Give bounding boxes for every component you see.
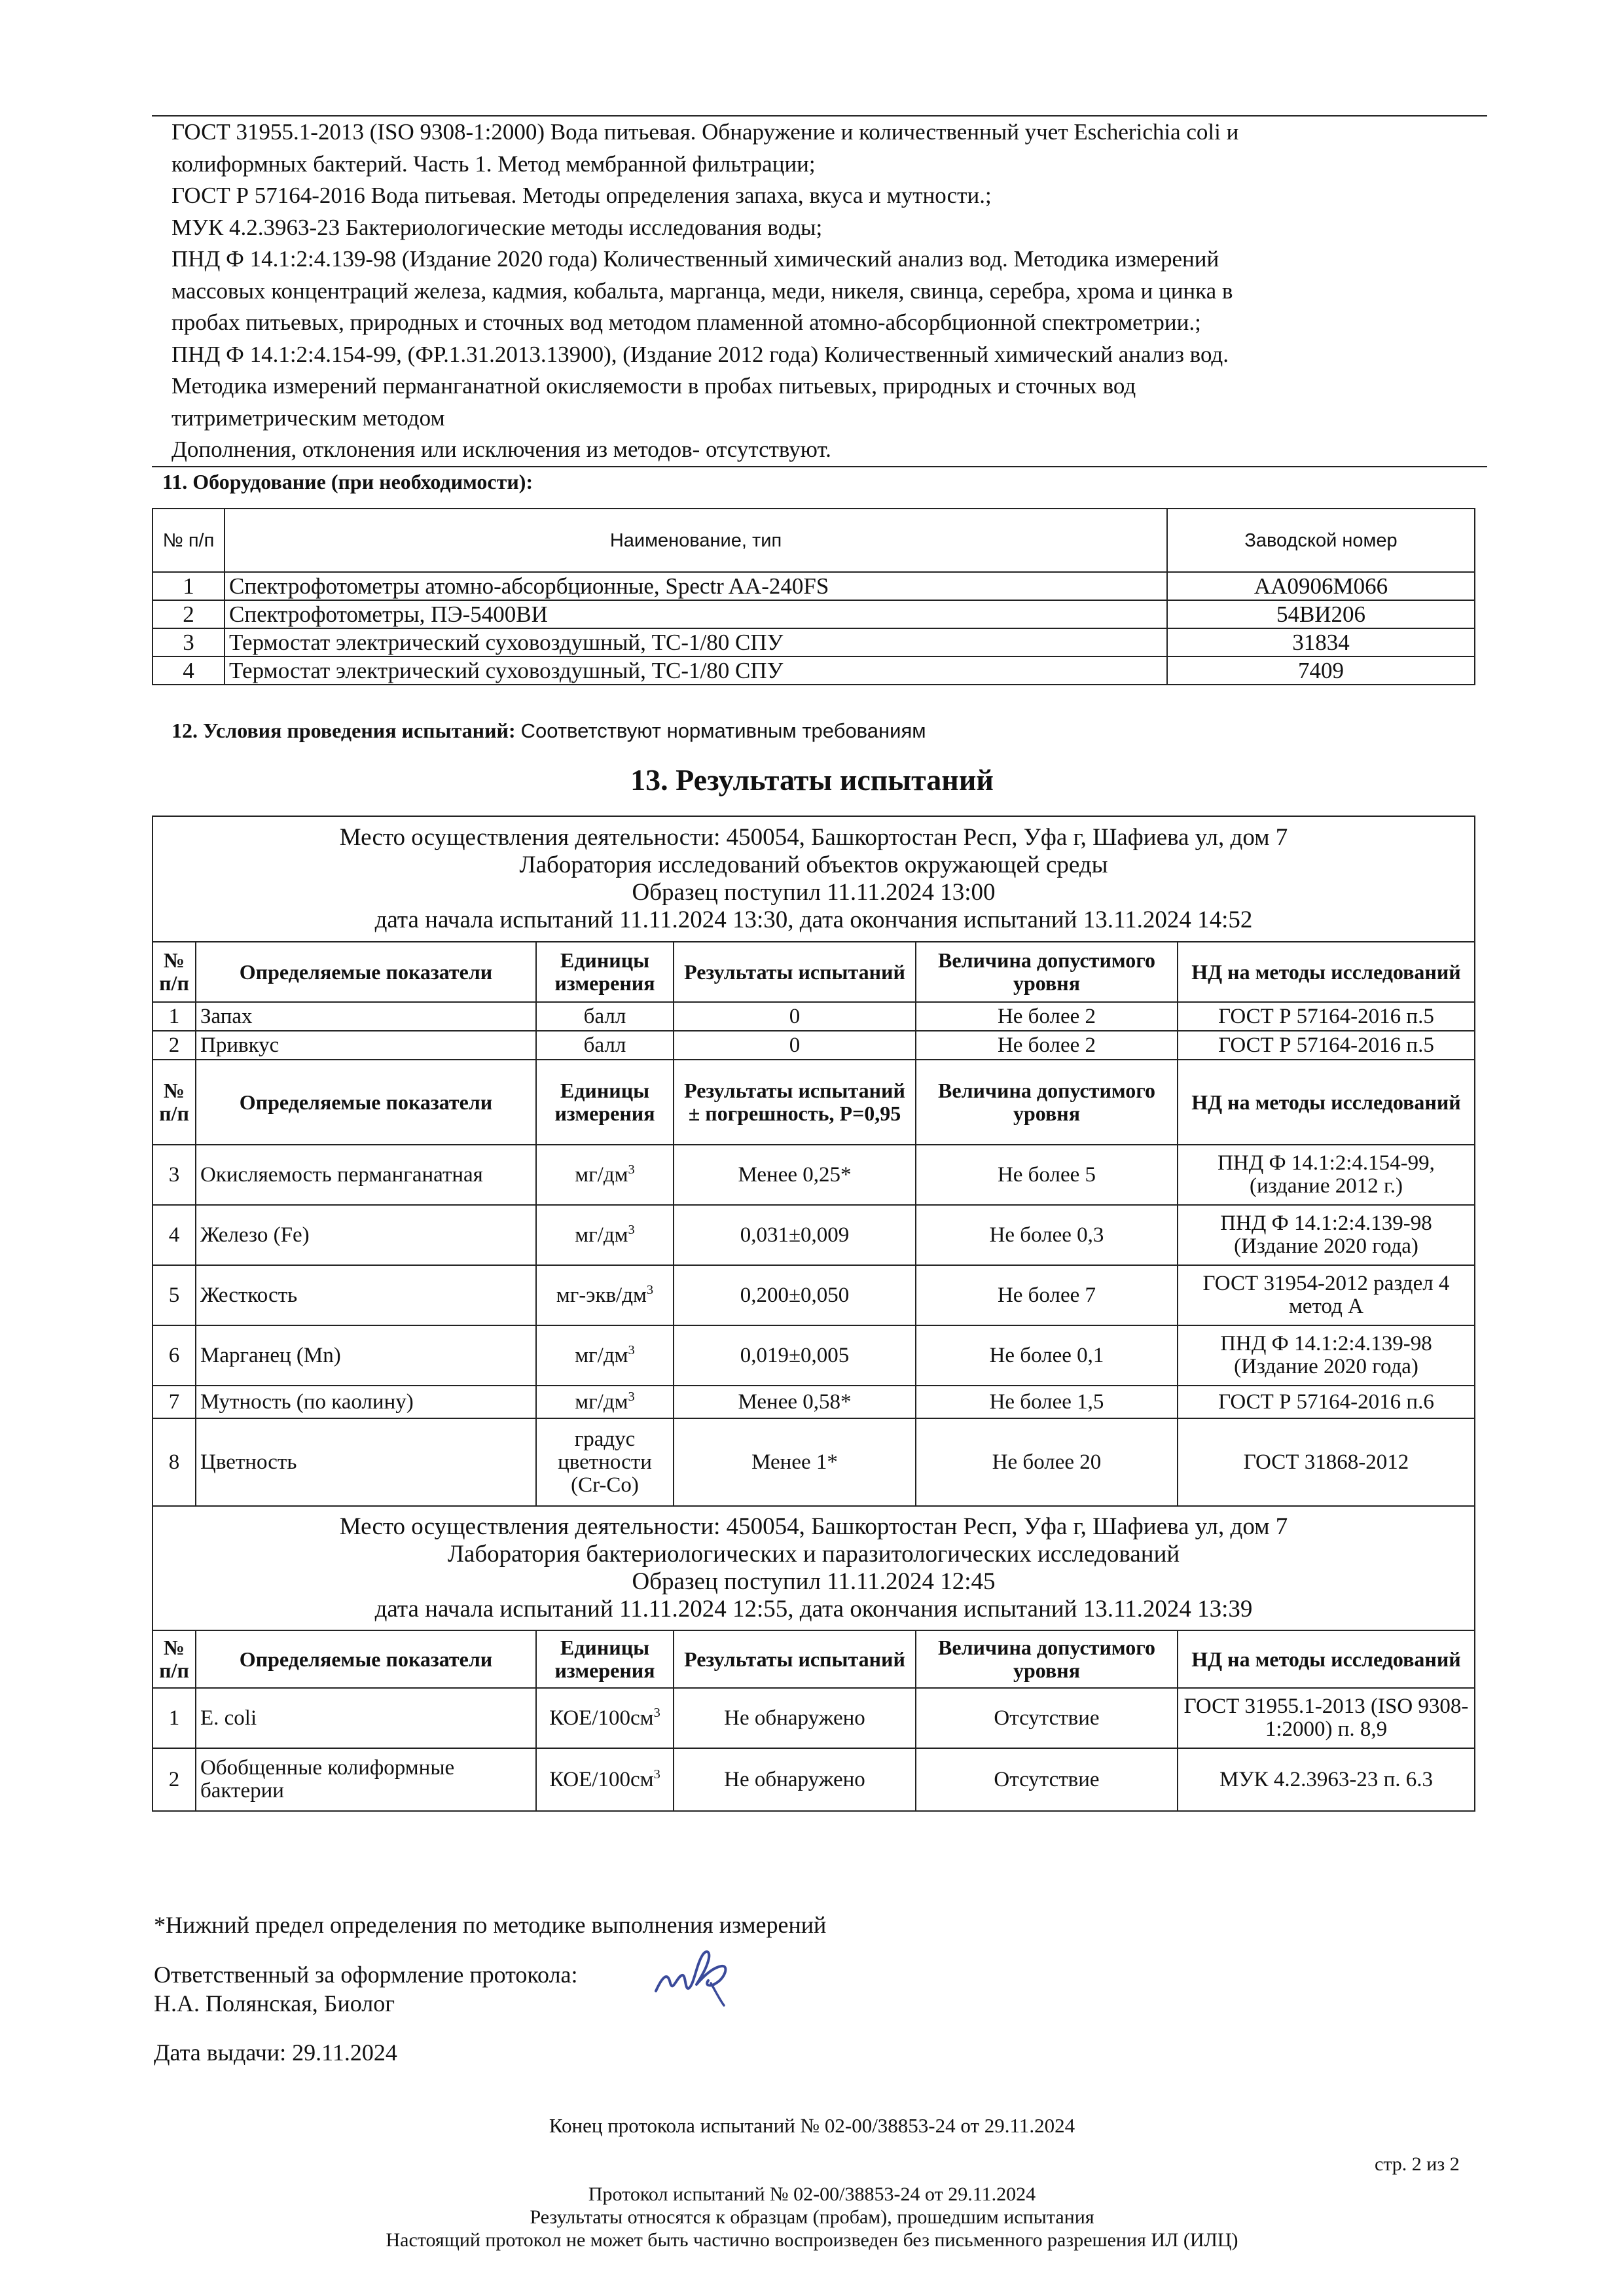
cell-indicator: Запах <box>196 1002 536 1031</box>
block2-info <box>153 1506 1475 1630</box>
cell-limit: Отсутствие <box>916 1748 1178 1811</box>
table-row <box>153 1688 1475 1748</box>
methods-line: Дополнения, отклонения или исключения из методов- отсутствуют. <box>171 437 831 462</box>
methods-line: ГОСТ Р 57164-2016 Вода питьевая. Методы определения запаха, вкуса и мутности.; <box>171 183 992 208</box>
methods-list <box>171 117 1487 466</box>
responsible-block <box>154 1960 578 2018</box>
cell-name: Термостат электрический суховоздушный, ТС-1/80 СПУ <box>225 656 1167 685</box>
cell-indicator: Жесткость <box>196 1265 536 1325</box>
methods-line: колиформных бактерий. Часть 1. Метод мембранной фильтрации; <box>171 151 816 177</box>
unit-text: КОЕ/100см <box>549 1706 654 1730</box>
cell-unit <box>536 1145 674 1205</box>
footer-line: Протокол испытаний № 02-00/38853-24 от 29.11.2024 <box>588 2183 1036 2205</box>
cell-limit: Не более 7 <box>916 1265 1178 1325</box>
cell-result: Менее 0,25* <box>674 1145 916 1205</box>
header-result: Результаты испытаний ± погрешность, P=0,95 <box>674 1060 916 1145</box>
header-limit: Величина допустимого уровня <box>916 1630 1178 1688</box>
cell-method: ГОСТ Р 57164-2016 п.6 <box>1178 1386 1475 1418</box>
cell-result: 0 <box>674 1002 916 1031</box>
table-row <box>153 600 1475 628</box>
cell-limit: Не более 5 <box>916 1145 1178 1205</box>
cell-name: Спектрофотометры, ПЭ-5400ВИ <box>225 600 1167 628</box>
cell-method: ГОСТ 31868-2012 <box>1178 1418 1475 1506</box>
cell-serial: 54ВИ206 <box>1167 600 1475 628</box>
cell-method: ГОСТ Р 57164-2016 п.5 <box>1178 1002 1475 1031</box>
cell-method: ГОСТ Р 57164-2016 п.5 <box>1178 1031 1475 1060</box>
header-num: № п/п <box>153 509 225 572</box>
cell-unit <box>536 1205 674 1265</box>
table-header-row <box>153 942 1475 1002</box>
cell-method: ПНД Ф 14.1:2:4.139-98 (Издание 2020 года) <box>1178 1325 1475 1386</box>
cell-num: 2 <box>153 600 225 628</box>
cell-num: 2 <box>153 1031 196 1060</box>
cell-unit: балл <box>536 1002 674 1031</box>
methods-bottom-rule <box>152 466 1487 467</box>
cell-serial: 7409 <box>1167 656 1475 685</box>
results-table <box>152 816 1475 1812</box>
unit-sup: 3 <box>653 1705 660 1720</box>
cell-result: 0,031±0,009 <box>674 1205 916 1265</box>
cell-num: 1 <box>153 572 225 600</box>
cell-num: 8 <box>153 1418 196 1506</box>
unit-text: мг-экв/дм <box>556 1283 647 1307</box>
table-row <box>153 1386 1475 1418</box>
cell-num: 7 <box>153 1386 196 1418</box>
table-header-row <box>153 509 1475 572</box>
cell-indicator: Марганец (Mn) <box>196 1325 536 1386</box>
header-name: Наименование, тип <box>225 509 1167 572</box>
cell-limit: Не более 0,1 <box>916 1325 1178 1386</box>
section-12 <box>171 719 926 743</box>
responsible-name: Н.А. Полянская, Биолог <box>154 1990 395 2017</box>
header-serial: Заводской номер <box>1167 509 1475 572</box>
unit-text: КОЕ/100см <box>549 1767 654 1791</box>
cell-result: Не обнаружено <box>674 1688 916 1748</box>
info-line: дата начала испытаний 11.11.2024 12:55, дата окончания испытаний 13.11.2024 13:39 <box>374 1596 1253 1623</box>
unit-text: мг/дм <box>575 1162 628 1187</box>
table-row <box>153 1031 1475 1060</box>
cell-indicator: Железо (Fe) <box>196 1205 536 1265</box>
unit-sup: 3 <box>628 1222 635 1237</box>
unit-sup: 3 <box>653 1767 660 1782</box>
unit-text: мг/дм <box>575 1223 628 1247</box>
cell-limit: Не более 0,3 <box>916 1205 1178 1265</box>
cell-unit <box>536 1325 674 1386</box>
cell-serial: AA0906M066 <box>1167 572 1475 600</box>
header-result: Результаты испытаний <box>674 942 916 1002</box>
cell-limit: Отсутствие <box>916 1688 1178 1748</box>
cell-unit <box>536 1688 674 1748</box>
cell-num: 5 <box>153 1265 196 1325</box>
header-limit: Величина допустимого уровня <box>916 1060 1178 1145</box>
cell-result: Не обнаружено <box>674 1748 916 1811</box>
info-line: Лаборатория бактериологических и паразитологических исследований <box>447 1541 1180 1568</box>
cell-limit: Не более 1,5 <box>916 1386 1178 1418</box>
cell-method: МУК 4.2.3963-23 п. 6.3 <box>1178 1748 1475 1811</box>
cell-result: Менее 1* <box>674 1418 916 1506</box>
header-units: Единицы измерения <box>536 942 674 1002</box>
table-header-row <box>153 1630 1475 1688</box>
cell-unit <box>536 1418 674 1506</box>
equipment-table <box>152 508 1475 685</box>
cell-num: 2 <box>153 1748 196 1811</box>
table-row <box>153 572 1475 600</box>
cell-num: 4 <box>153 656 225 685</box>
methods-line: Методика измерений перманганатной окисляемости в пробах питьевых, природных и сточных вод <box>171 373 1136 399</box>
table-row <box>153 656 1475 685</box>
cell-indicator: E. coli <box>196 1688 536 1748</box>
header-units: Единицы измерения <box>536 1060 674 1145</box>
cell-indicator: Мутность (по каолину) <box>196 1386 536 1418</box>
block1-info <box>153 816 1475 942</box>
cell-method: ПНД Ф 14.1:2:4.139-98 (Издание 2020 года) <box>1178 1205 1475 1265</box>
table-row <box>153 1002 1475 1031</box>
header-method: НД на методы исследований <box>1178 1060 1475 1145</box>
header-indicator: Определяемые показатели <box>196 1630 536 1688</box>
issue-date: Дата выдачи: 29.11.2024 <box>154 2039 397 2066</box>
cell-result: 0,019±0,005 <box>674 1325 916 1386</box>
table-row <box>153 1205 1475 1265</box>
cell-method: ГОСТ 31955.1-2013 (ISO 9308-1:2000) п. 8,9 <box>1178 1688 1475 1748</box>
methods-line: МУК 4.2.3963-23 Бактериологические методы исследования воды; <box>171 214 823 240</box>
info-line: Место осуществления деятельности: 450054, Башкортостан Респ, Уфа г, Шафиева ул, дом 7 <box>339 1513 1288 1540</box>
cell-unit <box>536 1386 674 1418</box>
footer-line: Настоящий протокол не может быть частично воспроизведен без письменного разрешения ИЛ (ИЛЦ) <box>386 2229 1238 2251</box>
cell-num: 1 <box>153 1688 196 1748</box>
info-line: Место осуществления деятельности: 450054, Башкортостан Респ, Уфа г, Шафиева ул, дом 7 <box>339 824 1288 851</box>
cell-limit: Не более 2 <box>916 1031 1178 1060</box>
methods-line: ГОСТ 31955.1-2013 (ISO 9308-1:2000) Вода питьевая. Обнаружение и количественный учет Escherichia coli и <box>171 119 1239 145</box>
cell-indicator: Обобщенные колиформные бактерии <box>196 1748 536 1811</box>
footer-line: Результаты относятся к образцам (пробам), прошедшим испытания <box>530 2206 1094 2228</box>
unit-sup: 3 <box>628 1162 635 1177</box>
cell-method: ГОСТ 31954-2012 раздел 4 метод А <box>1178 1265 1475 1325</box>
unit-text: мг/дм <box>575 1390 628 1414</box>
unit-sup: 3 <box>628 1389 635 1404</box>
section-12-label: 12. Условия проведения испытаний: <box>171 719 516 742</box>
cell-num: 3 <box>153 1145 196 1205</box>
table-row <box>153 1145 1475 1205</box>
cell-unit <box>536 1265 674 1325</box>
header-method: НД на методы исследований <box>1178 1630 1475 1688</box>
footnote: *Нижний предел определения по методике выполнения измерений <box>154 1912 827 1938</box>
signature-mark <box>648 1937 746 2009</box>
methods-line: титриметрическим методом <box>171 404 445 431</box>
table-header-row <box>153 1060 1475 1145</box>
header-num: № п/п <box>153 1060 196 1145</box>
cell-name: Спектрофотометры атомно-абсорбционные, Spectr AA-240FS <box>225 572 1167 600</box>
block2-info-row <box>153 1506 1475 1630</box>
header-indicator: Определяемые показатели <box>196 942 536 1002</box>
section-13-title: 13. Результаты испытаний <box>630 763 994 797</box>
page-footer <box>0 2183 1624 2251</box>
header-method: НД на методы исследований <box>1178 942 1475 1002</box>
cell-unit: балл <box>536 1031 674 1060</box>
cell-num: 4 <box>153 1205 196 1265</box>
cell-indicator: Цветность <box>196 1418 536 1506</box>
section-11-title: 11. Оборудование (при необходимости): <box>162 470 533 493</box>
header-num: № п/п <box>153 942 196 1002</box>
cell-num: 6 <box>153 1325 196 1386</box>
cell-indicator: Привкус <box>196 1031 536 1060</box>
cell-serial: 31834 <box>1167 628 1475 656</box>
page-number: стр. 2 из 2 <box>1375 2153 1460 2175</box>
cell-result: Менее 0,58* <box>674 1386 916 1418</box>
info-line: Лаборатория исследований объектов окружающей среды <box>519 852 1108 878</box>
methods-line: ПНД Ф 14.1:2:4.139-98 (Издание 2020 года) Количественный химический анализ вод. Методика измерений <box>171 246 1219 272</box>
cell-unit <box>536 1748 674 1811</box>
methods-line: пробах питьевых, природных и сточных вод методом пламенной атомно-абсорбционной спектрометрии.; <box>171 310 1201 335</box>
protocol-end-line: Конец протокола испытаний № 02-00/38853-24 от 29.11.2024 <box>549 2114 1075 2137</box>
table-row <box>153 1418 1475 1506</box>
cell-result: 0 <box>674 1031 916 1060</box>
unit-sup: 3 <box>628 1342 635 1357</box>
section-12-value: Соответствуют нормативным требованиям <box>520 719 926 742</box>
header-limit: Величина допустимого уровня <box>916 942 1178 1002</box>
header-num: № п/п <box>153 1630 196 1688</box>
header-indicator: Определяемые показатели <box>196 1060 536 1145</box>
table-row <box>153 1748 1475 1811</box>
info-line: дата начала испытаний 11.11.2024 13:30, дата окончания испытаний 13.11.2024 14:52 <box>374 906 1253 933</box>
responsible-label: Ответственный за оформление протокола: <box>154 1962 578 1988</box>
cell-limit: Не более 20 <box>916 1418 1178 1506</box>
table-row <box>153 628 1475 656</box>
cell-limit: Не более 2 <box>916 1002 1178 1031</box>
header-units: Единицы измерения <box>536 1630 674 1688</box>
cell-indicator: Окисляемость перманганатная <box>196 1145 536 1205</box>
table-row <box>153 1265 1475 1325</box>
cell-num: 1 <box>153 1002 196 1031</box>
unit-text: мг/дм <box>575 1343 628 1367</box>
info-line: Образец поступил 11.11.2024 12:45 <box>632 1568 996 1595</box>
header-result: Результаты испытаний <box>674 1630 916 1688</box>
table-row <box>153 1325 1475 1386</box>
unit-sup: 3 <box>646 1282 654 1297</box>
cell-num: 3 <box>153 628 225 656</box>
methods-line: ПНД Ф 14.1:2:4.154-99, (ФР.1.31.2013.13900), (Издание 2012 года) Количественный химический анализ вод. <box>171 341 1229 367</box>
methods-line: массовых концентраций железа, кадмия, кобальта, марганца, меди, никеля, свинца, серебра, хрома и цинка в <box>171 278 1233 304</box>
unit-text: градус цветности (Cr-Co) <box>558 1427 652 1497</box>
block1-info-row <box>153 816 1475 942</box>
info-line: Образец поступил 11.11.2024 13:00 <box>632 879 996 906</box>
cell-result: 0,200±0,050 <box>674 1265 916 1325</box>
cell-method: ПНД Ф 14.1:2:4.154-99, (издание 2012 г.) <box>1178 1145 1475 1205</box>
cell-name: Термостат электрический суховоздушный, ТС-1/80 СПУ <box>225 628 1167 656</box>
